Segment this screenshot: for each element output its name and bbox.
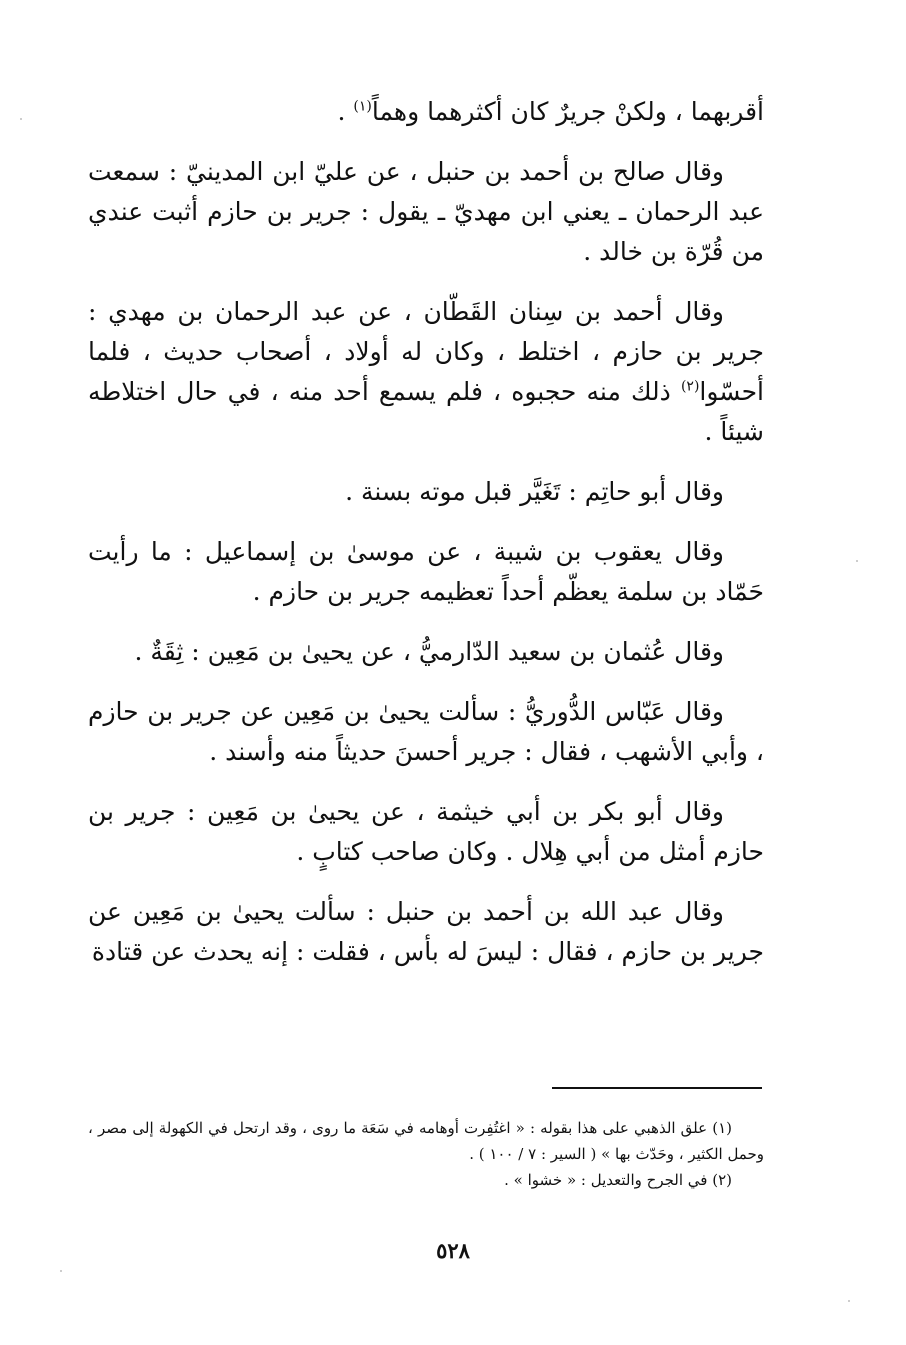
footnote-1: (١) علق الذهبي على هذا بقوله : « اغتُفِرت أوهامه في سَعَة ما روى ، وقد ارتحل في الكهولة إلى مصر ، وحمل الكثير ، وحَدّث بها » ( السير : ٧ / ١٠٠ ) . <box>88 1119 764 1163</box>
scan-speck <box>856 560 858 562</box>
paragraph-5: وقال يعقوب بن شيبة ، عن موسىٰ بن إسماعيل : ما رأيت حَمّاد بن سلمة يعظّم أحداً تعظيمه جرير بن حازم . <box>88 537 764 606</box>
scan-speck <box>848 1300 850 1302</box>
paragraph-6: وقال عُثمان بن سعيد الدّارميُّ ، عن يحيىٰ بن مَعِين : ثِقَةٌ . <box>134 637 724 666</box>
footnote-ref-1: (١) <box>353 98 372 115</box>
paragraph-2: وقال صالح بن أحمد بن حنبل ، عن عليّ ابن المدينيّ : سمعت عبد الرحمان ـ يعني ابن مهديّ ـ يقول : جرير بن حازم أثبت عندي من قُرّة بن خالد . <box>88 157 764 266</box>
paragraph-4: وقال أبو حاتِم : تَغَيَّر قبل موته بسنة . <box>345 477 724 506</box>
footnote-separator <box>552 1087 762 1089</box>
page-number: ٥٢٨ <box>436 1238 470 1263</box>
paragraph-3-tail: ذلك منه حجبوه ، فلم يسمع أحد منه ، في حال اختلاطه شيئاً . <box>88 377 764 446</box>
paragraph-7: وقال عَبّاس الدُّوريُّ : سألت يحيىٰ بن مَعِين عن جرير بن حازم ، وأبي الأشهب ، فقال : جرير أحسنَ حديثاً منه وأسند . <box>88 697 764 766</box>
footnotes <box>88 1115 764 1193</box>
paragraph-3 <box>88 292 764 452</box>
scan-speck <box>20 118 22 120</box>
paragraph-8: وقال أبو بكر بن أبي خيثمة ، عن يحيىٰ بن مَعِين : جرير بن حازم أمثل من أبي هِلال . وكان صاحب كتابٍ . <box>88 797 764 866</box>
paragraph-3-text: وقال أحمد بن سِنان القَطّان ، عن عبد الرحمان بن مهدي : جرير بن حازم ، اختلط ، وكان له أولاد ، أصحاب حديث ، فلما أحسّوا <box>88 297 764 406</box>
paragraph-1-tail: . <box>337 97 354 126</box>
paragraph-1-text: أقربهما ، ولكنْ جريرٌ كان أكثرهما وهماً <box>371 97 764 126</box>
paragraph-1 <box>88 92 764 132</box>
main-text <box>88 92 764 992</box>
scan-speck <box>60 1270 62 1272</box>
paragraph-9: وقال عبد الله بن أحمد بن حنبل : سألت يحيىٰ بن مَعِين عن جرير بن حازم ، فقال : ليسَ له بأس ، فقلت : إنه يحدث عن قتادة <box>88 897 764 966</box>
footnote-ref-2: (٢) <box>680 378 700 395</box>
footnote-2: (٢) في الجرح والتعديل : « خشوا » . <box>504 1171 732 1189</box>
